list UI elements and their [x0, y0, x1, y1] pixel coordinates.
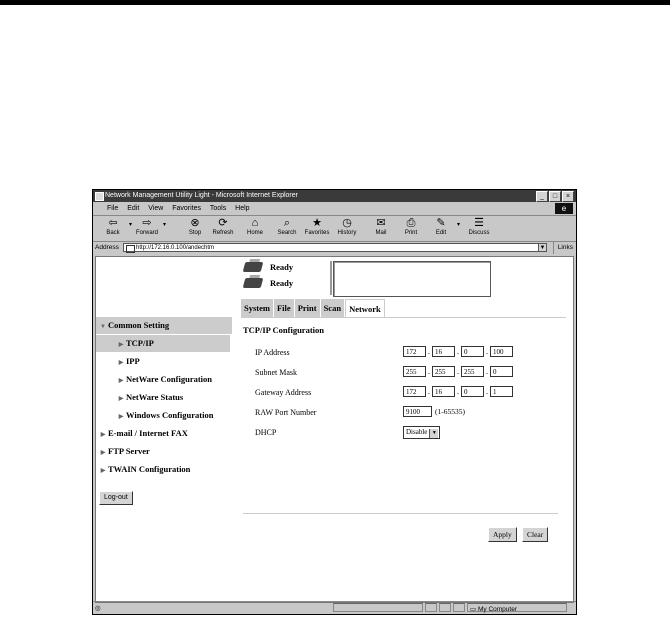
sidebar-item-netware-status[interactable]: ▶ NetWare Status — [96, 389, 230, 406]
maximize-button[interactable]: □ — [549, 191, 561, 202]
tcpip-form — [243, 323, 568, 539]
chevron-right-icon: ▶ — [118, 378, 124, 384]
ip-address-row: IP Address 172 . 16 . 0 . 100 — [243, 345, 568, 365]
chevron-right-icon: ▶ — [118, 396, 124, 402]
search-button[interactable]: ⌕ Search — [273, 217, 301, 236]
apply-button[interactable]: Apply — [488, 527, 517, 542]
refresh-icon: ⟳ — [218, 217, 228, 229]
sidebar-item-netware-config[interactable]: ▶ NetWare Configuration — [96, 371, 230, 388]
menu-view[interactable]: View — [148, 205, 164, 212]
dhcp-label: DHCP — [255, 428, 277, 437]
stop-button[interactable]: ⊗ Stop — [181, 217, 209, 236]
title-bar — [93, 190, 576, 202]
ip-address-label: IP Address — [255, 348, 290, 357]
tab-underline — [241, 317, 566, 318]
menu-tools[interactable]: Tools — [209, 205, 227, 212]
address-input[interactable] — [123, 243, 541, 252]
clear-button[interactable]: Clear — [522, 527, 548, 542]
menu-favorites[interactable]: Favorites — [172, 205, 202, 212]
tab-bar — [241, 299, 386, 317]
page-content — [95, 256, 574, 603]
form-divider — [243, 513, 558, 514]
logout-button[interactable]: Log-out — [99, 491, 133, 505]
close-button[interactable]: × — [562, 191, 574, 202]
stop-icon: ⊗ — [190, 217, 200, 229]
chevron-right-icon: ▶ — [100, 468, 106, 474]
tab-print[interactable]: Print — [295, 299, 320, 317]
computer-icon: ▭ — [470, 606, 477, 613]
sidebar-item-ftp[interactable]: ▶ FTP Server — [96, 443, 232, 460]
mask-octet-4[interactable]: 0 — [490, 366, 513, 377]
ip-octet-4[interactable]: 100 — [490, 346, 513, 357]
print-button[interactable]: ⎙ Print — [397, 217, 425, 236]
raw-port-range: (1-65535) — [435, 407, 465, 416]
forward-button[interactable]: ⇨ Forward ▾ — [133, 217, 161, 236]
page-icon — [126, 245, 135, 253]
ie-logo-icon: e — [555, 203, 573, 214]
gw-octet-3[interactable]: 0 — [461, 386, 484, 397]
device-status — [242, 259, 293, 291]
status-cell-1 — [333, 603, 423, 612]
history-icon: ◷ — [342, 217, 352, 229]
sidebar-common-setting[interactable]: ▼ Common Setting — [96, 317, 232, 334]
home-icon: ⌂ — [251, 217, 259, 229]
address-dropdown-button[interactable]: ▼ — [539, 245, 546, 251]
ip-octet-3[interactable]: 0 — [461, 346, 484, 357]
dhcp-select[interactable]: Disable ▼ — [403, 426, 440, 439]
status-page-icon: ◎ — [95, 605, 101, 612]
home-button[interactable]: ⌂ Home — [241, 217, 269, 236]
discuss-icon: ☰ — [474, 217, 484, 229]
history-button[interactable]: ◷ History — [333, 217, 361, 236]
chevron-right-icon: ▶ — [118, 342, 124, 348]
ip-octet-1[interactable]: 172 — [403, 346, 426, 357]
gw-octet-4[interactable]: 1 — [490, 386, 513, 397]
form-title: TCP/IP Configuration — [243, 325, 324, 335]
search-icon: ⌕ — [283, 217, 291, 229]
status-zone: ▭ My Computer — [467, 603, 567, 612]
status-text-1: Ready — [270, 262, 294, 272]
mail-button[interactable]: ✉ Mail — [367, 217, 395, 236]
page-top-rule — [0, 0, 670, 5]
status-divider — [330, 261, 332, 295]
gateway-row: Gateway Address 172 . 16 . 0 . 1 — [243, 385, 568, 405]
sidebar-item-twain[interactable]: ▶ TWAIN Configuration — [96, 461, 232, 478]
sidebar-item-tcpip[interactable]: ▶ TCP/IP — [96, 335, 230, 352]
gw-octet-1[interactable]: 172 — [403, 386, 426, 397]
chevron-down-icon: ▼ — [429, 429, 438, 438]
raw-port-row — [243, 405, 568, 425]
ie-app-icon — [95, 192, 104, 201]
edit-button[interactable]: ✎ Edit ▾ — [427, 217, 455, 236]
status-row-2 — [242, 275, 293, 291]
status-cell-2 — [425, 603, 437, 612]
status-bar — [93, 601, 576, 614]
browser-window — [92, 189, 577, 615]
refresh-button[interactable]: ⟳ Refresh — [209, 217, 237, 236]
sidebar-item-ipp[interactable]: ▶ IPP — [96, 353, 230, 370]
chevron-right-icon: ▶ — [100, 450, 106, 456]
back-icon: ⇦ — [108, 217, 118, 229]
favorites-button[interactable]: ★ Favorites — [304, 217, 330, 236]
subnet-mask-row: Subnet Mask 255 . 255 . 255 . 0 — [243, 365, 568, 385]
toolbar — [93, 216, 576, 242]
tab-system[interactable]: System — [241, 299, 273, 317]
status-cell-4 — [453, 603, 465, 612]
status-text-2: Ready — [270, 278, 294, 288]
printer-icon — [243, 262, 264, 272]
sidebar-item-windows-config[interactable]: ▶ Windows Configuration — [96, 407, 230, 424]
chevron-right-icon: ▶ — [100, 432, 106, 438]
gateway-label: Gateway Address — [255, 388, 312, 397]
scanner-icon — [243, 278, 264, 288]
menu-bar — [93, 202, 576, 216]
tab-scan[interactable]: Scan — [321, 299, 344, 317]
chevron-right-icon: ▶ — [118, 414, 124, 420]
tab-file[interactable]: File — [274, 299, 294, 317]
status-message-box — [333, 261, 491, 297]
back-button[interactable]: ⇦ Back ▾ — [99, 217, 127, 236]
minimize-button[interactable]: _ — [536, 191, 548, 202]
subnet-mask-label: Subnet Mask — [255, 368, 297, 377]
discuss-button[interactable]: ☰ Discuss — [465, 217, 493, 236]
raw-port-label: RAW Port Number — [255, 408, 317, 417]
chevron-right-icon: ▶ — [118, 360, 124, 366]
raw-port-input[interactable]: 9100 — [403, 406, 432, 417]
menu-edit[interactable]: Edit — [127, 205, 140, 212]
address-bar — [93, 242, 576, 254]
mail-icon: ✉ — [376, 217, 386, 229]
mask-octet-1[interactable]: 255 — [403, 366, 426, 377]
status-row-1 — [242, 259, 293, 275]
address-url: http://172.16.0.100/andechtm — [136, 245, 215, 251]
sidebar-item-email-fax[interactable]: ▶ E-mail / Internet FAX — [96, 425, 232, 442]
menu-help[interactable]: Help — [235, 205, 250, 212]
dhcp-row — [243, 425, 568, 445]
window-title: Network Management Utility Light - Microsoft Internet Explorer — [105, 192, 298, 199]
mask-octet-2[interactable]: 255 — [432, 366, 455, 377]
edit-icon: ✎ — [436, 217, 446, 229]
chevron-down-icon: ▼ — [100, 324, 106, 330]
links-button[interactable]: Links — [553, 242, 573, 254]
sidebar — [96, 257, 230, 602]
ip-octet-2[interactable]: 16 — [432, 346, 455, 357]
status-cell-3 — [439, 603, 451, 612]
favorites-icon: ★ — [312, 217, 322, 229]
menu-file[interactable]: File — [107, 205, 119, 212]
tab-network[interactable]: Network — [345, 299, 385, 317]
gw-octet-2[interactable]: 16 — [432, 386, 455, 397]
address-label: Address — [95, 244, 119, 251]
print-icon: ⎙ — [406, 217, 416, 229]
forward-icon: ⇨ — [142, 217, 152, 229]
mask-octet-3[interactable]: 255 — [461, 366, 484, 377]
